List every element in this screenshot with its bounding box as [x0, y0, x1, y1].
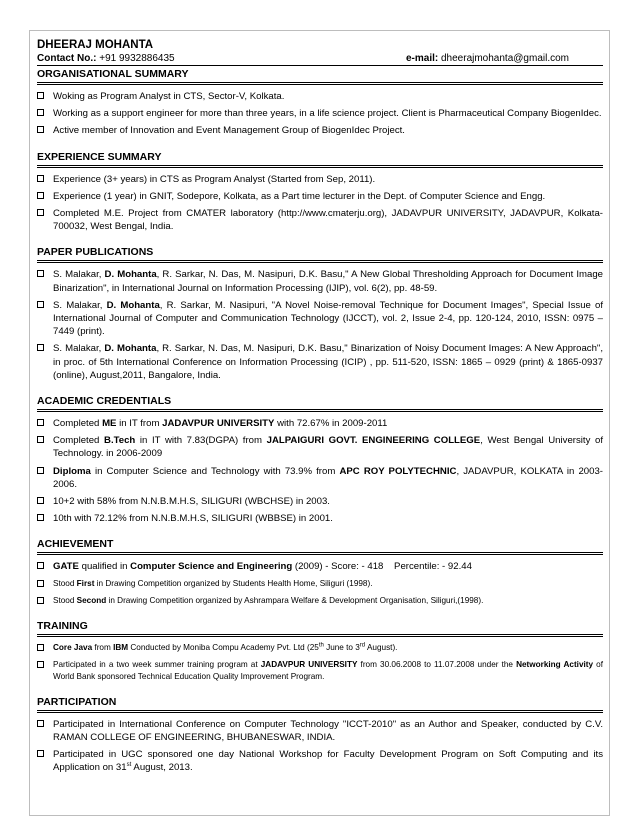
checkbox-bullet-icon	[37, 109, 44, 116]
checkbox-bullet-icon	[37, 644, 44, 651]
checkbox-bullet-icon	[37, 209, 44, 216]
checkbox-bullet-icon	[37, 497, 44, 504]
section-title-paper-publications: PAPER PUBLICATIONS	[37, 244, 603, 263]
checkbox-bullet-icon	[37, 92, 44, 99]
checkbox-bullet-icon	[37, 301, 44, 308]
academic-credentials-list	[37, 417, 603, 525]
list-item: S. Malakar, D. Mohanta, R. Sarkar, N. Das, M. Nasipuri, D.K. Basu," Binarization of Noisy Document Images: A New Approach", in proc. of 5th International Conference on Information Processing (ICIP) , pp. 511-520, ISSN: 1865 – 0929 (print) & 1865-0937 (online), August,2011, Bangalore, India.	[37, 342, 603, 382]
checkbox-bullet-icon	[37, 270, 44, 277]
list-item: Participated in UGC sponsored one day National Workshop for Faculty Development Program on Soft Computing and its Application on 31st August, 2013.	[37, 748, 603, 774]
checkbox-bullet-icon	[37, 562, 44, 569]
checkbox-bullet-icon	[37, 175, 44, 182]
section-title-participation: PARTICIPATION	[37, 694, 603, 713]
checkbox-bullet-icon	[37, 436, 44, 443]
checkbox-bullet-icon	[37, 661, 44, 668]
list-item: Experience (3+ years) in CTS as Program Analyst (Started from Sep, 2011).	[37, 173, 603, 186]
checkbox-bullet-icon	[37, 344, 44, 351]
section-title-achievement: ACHIEVEMENT	[37, 536, 603, 555]
organisational-summary-list	[37, 90, 603, 138]
checkbox-bullet-icon	[37, 419, 44, 426]
checkbox-bullet-icon	[37, 720, 44, 727]
section-title-organisational-summary: ORGANISATIONAL SUMMARY	[37, 66, 603, 85]
checkbox-bullet-icon	[37, 750, 44, 757]
experience-summary-list	[37, 173, 603, 234]
participation-list	[37, 718, 603, 775]
checkbox-bullet-icon	[37, 580, 44, 587]
checkbox-bullet-icon	[37, 467, 44, 474]
checkbox-bullet-icon	[37, 126, 44, 133]
list-item: 10th with 72.12% from N.N.B.M.H.S, SILIGURI (WBBSE) in 2001.	[37, 512, 603, 525]
list-item: Core Java from IBM Conducted by Moniba Compu Academy Pvt. Ltd (25th June to 3rd August).	[37, 642, 603, 654]
list-item: Completed B.Tech in IT with 7.83(DGPA) from JALPAIGURI GOVT. ENGINEERING COLLEGE, West Bengal University of Technology. in 2006-2009	[37, 434, 603, 460]
list-item: Woking as Program Analyst in CTS, Sector-V, Kolkata.	[37, 90, 603, 103]
list-item: S. Malakar, D. Mohanta, R. Sarkar, M. Nasipuri, "A Novel Noise-removal Technique for Document Images", Special Issue of International Journal of Computer and Communication Technology (IJCCT), vol. 2, Issue 2-4, pp. 120-124, 2010, ISSN: 0975 – 7449 (print).	[37, 299, 603, 339]
list-item: Stood Second in Drawing Competition organized by Ashrampara Welfare & Development Organisation, Siliguri,(1998).	[37, 595, 603, 607]
list-item: Diploma in Computer Science and Technology with 73.9% from APC ROY POLYTECHNIC, JADAVPUR, KOLKATA in 2003-2006.	[37, 465, 603, 491]
list-item: Participated in International Conference on Computer Technology "ICCT-2010" as an Author and Speaker, conducted by C.V. RAMAN COLLEGE OF ENGINEERING, BHUBANESWAR, INDIA.	[37, 718, 603, 744]
candidate-name: DHEERAJ MOHANTA	[37, 39, 154, 51]
achievement-list	[37, 560, 603, 606]
list-item: 10+2 with 58% from N.N.B.M.H.S, SILIGURI (WBCHSE) in 2003.	[37, 495, 603, 508]
list-item: GATE qualified in Computer Science and Engineering (2009) - Score: - 418 Percentile: - 92.44	[37, 560, 603, 573]
contact-line	[37, 52, 603, 66]
paper-publications-list	[37, 268, 603, 382]
list-item: Active member of Innovation and Event Management Group of BiogenIdec Project.	[37, 124, 603, 137]
list-item: Working as a support engineer for more than three years, in a life science project. Client is Pharmaceutical Company BiogenIdec.	[37, 107, 603, 120]
section-title-training: TRAINING	[37, 618, 603, 637]
section-title-experience-summary: EXPERIENCE SUMMARY	[37, 149, 603, 168]
list-item: Experience (1 year) in GNIT, Sodepore, Kolkata, as a Part time lecturer in the Dept. of Computer Science and Engg.	[37, 190, 603, 203]
list-item: Completed M.E. Project from CMATER laboratory (http://www.cmaterju.org), JADAVPUR UNIVERSITY, JADAVPUR, Kolkata-700032, West Bengal, India.	[37, 207, 603, 233]
list-item: Participated in a two week summer training program at JADAVPUR UNIVERSITY from 30.06.2008 to 11.07.2008 under the Networking Activity of World Bank sponsored Technical Education Quality Improvement Program.	[37, 659, 603, 683]
section-title-academic-credentials: ACADEMIC CREDENTIALS	[37, 393, 603, 412]
resume	[37, 38, 603, 778]
list-item: S. Malakar, D. Mohanta, R. Sarkar, N. Das, M. Nasipuri, D.K. Basu," A New Global Thresholding Approach for Document Image Binarization", in International Journal on Information Processing (IJIP), vol. 6(2), pp. 48-59.	[37, 268, 603, 294]
list-item: Stood First in Drawing Competition organized by Students Health Home, Siliguri (1998).	[37, 578, 603, 590]
list-item: Completed ME in IT from JADAVPUR UNIVERSITY with 72.67% in 2009-2011	[37, 417, 603, 430]
email: e-mail: dheerajmohanta@gmail.com	[405, 53, 569, 64]
checkbox-bullet-icon	[37, 597, 44, 604]
checkbox-bullet-icon	[37, 192, 44, 199]
phone: Contact No.: +91 9932886435	[37, 53, 175, 64]
checkbox-bullet-icon	[37, 514, 44, 521]
training-list	[37, 642, 603, 683]
